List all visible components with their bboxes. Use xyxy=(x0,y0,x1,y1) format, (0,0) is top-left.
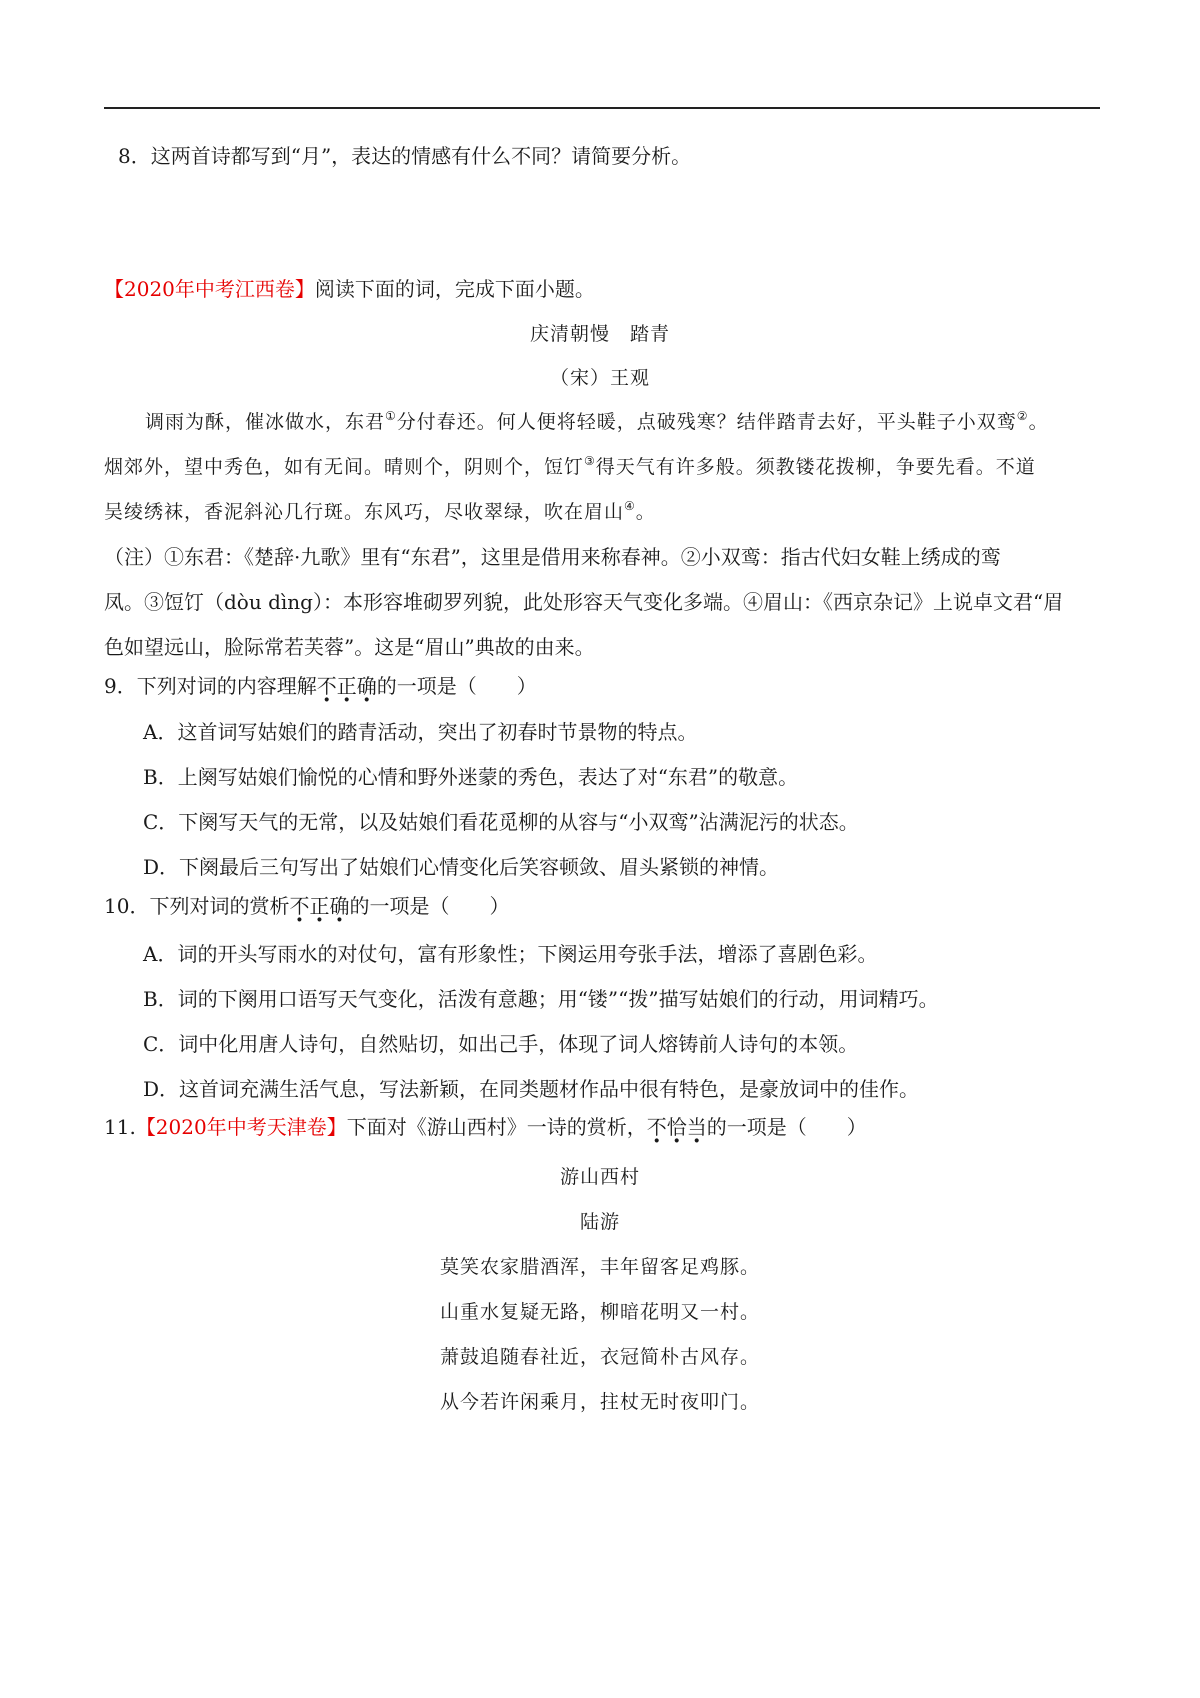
emphasis-char: 不 xyxy=(316,674,337,698)
question-11-stem xyxy=(104,1113,867,1141)
source-tag: 【2020年中考天津卷】 xyxy=(135,1115,347,1139)
poem-author: 陆游 xyxy=(579,1211,620,1233)
poem-line-4: 从今若许闲乘月，拄杖无时夜叩门。 xyxy=(439,1391,760,1413)
poem-line-3: 萧鼓追随春社近，衣冠简朴古风存。 xyxy=(439,1346,760,1368)
q9-option-c: C．下阕写天气的无常，以及姑娘们看花觅柳的从容与“小双鸾”沾满泥污的状态。 xyxy=(143,810,859,834)
q9-option-b: B．上阕写姑娘们愉悦的心情和野外迷蒙的秀色，表达了对“东君”的敬意。 xyxy=(143,765,799,789)
ci-text: 。 xyxy=(635,501,656,523)
q9-option-d: D．下阕最后三句写出了姑娘们心情变化后笑容顿敛、眉头紧锁的神情。 xyxy=(143,855,780,879)
question-10-stem xyxy=(104,892,509,920)
stem-text: 10．下列对词的赏析 xyxy=(104,894,290,918)
q10-option-b: B．词的下阕用口语写天气变化，活泼有意趣；用“镂”“拨”描写姑娘们的行动，用词精巧。 xyxy=(143,987,939,1011)
ci-author: （宋）王观 xyxy=(549,367,650,389)
emphasis-char: 确 xyxy=(329,894,350,918)
ci-text: 。 xyxy=(1028,411,1049,433)
q10-option-a: A．词的开头写雨水的对仗句，富有形象性；下阕运用夸张手法，增添了喜剧色彩。 xyxy=(143,942,878,966)
question-9-stem xyxy=(104,672,537,700)
ci-text: 调雨为酥，催冰做水，东君 xyxy=(145,411,386,433)
source-tag: 【2020年中考江西卷】 xyxy=(104,277,315,301)
emphasis-char: 不 xyxy=(646,1115,667,1139)
stem-text: 的一项是（ ） xyxy=(349,894,510,918)
ci-line-3 xyxy=(104,498,656,526)
footnote-mark: ④ xyxy=(624,499,636,513)
poem-line-2: 山重水复疑无路，柳暗花明又一村。 xyxy=(439,1301,760,1323)
note-line-2: 凤。③饾饤（dòu dìng）：本形容堆砌罗列貌，此处形容天气变化多端。④眉山：《西京杂记》上说卓文君“眉 xyxy=(104,590,1064,614)
q10-option-c: C．词中化用唐人诗句，自然贴切，如出己手，体现了词人熔铸前人诗句的本领。 xyxy=(143,1032,859,1056)
stem-text: 下面对《游山西村》一诗的赏析， xyxy=(346,1115,647,1139)
stem-text: 的一项是（ ） xyxy=(376,674,537,698)
emphasis-char: 确 xyxy=(356,674,377,698)
emphasis-char: 不 xyxy=(289,894,310,918)
ci-line-1 xyxy=(145,408,1049,436)
ci-line-2 xyxy=(104,453,1036,481)
jiangxi-intro xyxy=(104,275,595,303)
q10-option-d: D．这首词充满生活气息，写法新颖，在同类题材作品中很有特色，是豪放词中的佳作。 xyxy=(143,1077,920,1101)
poem-line-1: 莫笑农家腊酒浑，丰年留客足鸡豚。 xyxy=(439,1256,760,1278)
ci-text: 分付春还。何人便将轻暖，点破残寒？结伴踏青去好，平头鞋子小双鸾 xyxy=(396,411,1017,433)
ci-text: 吴绫绣袜，香泥斜沁几行斑。东风巧，尽收翠绿，吹在眉山 xyxy=(104,501,625,523)
ci-text: 得天气有许多般。须教镂花拨柳，争要先看。不道 xyxy=(595,456,1036,478)
stem-text: 9．下列对词的内容理解 xyxy=(104,674,317,698)
header-rule xyxy=(104,107,1100,109)
emphasis-char: 正 xyxy=(309,894,330,918)
q9-option-a: A．这首词写姑娘们的踏青活动，突出了初春时节景物的特点。 xyxy=(143,720,698,744)
footnote-mark: ② xyxy=(1016,409,1029,423)
emphasis-char: 正 xyxy=(336,674,357,698)
ci-text: 烟郊外，望中秀色，如有无间。晴则个，阴则个，饾饤 xyxy=(104,456,585,478)
question-8: 8．这两首诗都写到“月”，表达的情感有什么不同？请简要分析。 xyxy=(118,144,692,168)
stem-text: 的一项是（ ） xyxy=(706,1115,867,1139)
note-line-3: 色如望远山，脸际常若芙蓉”。这是“眉山”典故的由来。 xyxy=(104,635,595,659)
ci-title: 庆清朝慢 踏青 xyxy=(529,323,670,345)
note-line-1: （注）①东君：《楚辞·九歌》里有“东君”，这里是借用来称春神。②小双鸾：指古代妇女鞋上绣成的鸾 xyxy=(104,545,1001,569)
poem-title: 游山西村 xyxy=(559,1166,640,1188)
footnote-mark: ③ xyxy=(584,454,596,468)
question-number: 11. xyxy=(104,1115,136,1139)
intro-text: 阅读下面的词，完成下面小题。 xyxy=(314,277,595,301)
emphasis-char: 恰 xyxy=(666,1115,687,1139)
emphasis-char: 当 xyxy=(686,1115,707,1139)
footnote-mark: ① xyxy=(385,409,397,423)
